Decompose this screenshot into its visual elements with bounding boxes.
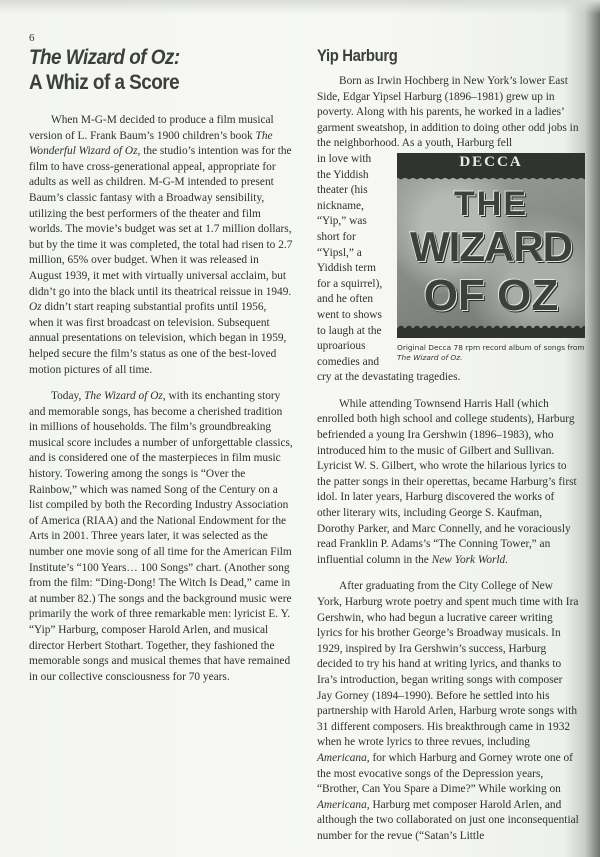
- sidebar-wrap-line: comedies and: [317, 355, 380, 368]
- sidebar-wrap-line: and he often: [317, 293, 374, 306]
- sidebar-wrap-line: the Yiddish: [317, 168, 369, 181]
- sidebar-heading: Yip Harburg: [317, 47, 398, 65]
- album-title-line: OF OZ: [423, 271, 559, 320]
- sidebar-wrap-line: for a squirrel),: [317, 277, 383, 290]
- text-run: the studio’s intention was for the film to have cross-generational appeal, appropriate for adults as well as children. M-G-M intended to present Baum’s classic fantasy with a Broadway sensibility, utilizing the best performers of the theater and film worlds. The movie’s budget was set at 1.7 million dollars, but by the time it was completed, the total had risen to 2.7 million, 65% over budget. When it was released in August 1939, it met with virtually universal acclaim, but didn’t go into the black until its theatrical reissue in 1949.: [29, 145, 293, 298]
- sidebar-intro-top: Born as Irwin Hochberg in New York’s lower East Side, Edgar Yipsel Harburg (1896–1981) grew up in poverty. Along with his parents, he worked in a ladies’ garment sweatshop, in addition to doing other odd jobs in the neighborhood. As a youth, Harburg fell: [317, 75, 579, 150]
- album-cover-image: [397, 153, 585, 338]
- album-title-art: [403, 185, 579, 321]
- album-figure: [397, 153, 585, 362]
- sidebar-wrap-line: in love with: [317, 152, 372, 165]
- album-title-line: THE: [454, 185, 528, 223]
- article-paragraph: [29, 389, 293, 685]
- sidebar-paragraph: [317, 579, 579, 844]
- sidebar-wrap-line: short for: [317, 230, 356, 243]
- figure-caption: [397, 343, 585, 362]
- sidebar-wrap-line: Yiddish term: [317, 262, 376, 275]
- sidebar-wrap-line: went to shows: [317, 308, 382, 321]
- sidebar-intro-wrap: [317, 152, 397, 370]
- sidebar-wrap-line: nickname,: [317, 199, 364, 212]
- scan-shadow-top: [0, 0, 600, 14]
- text-run: with its enchanting story and memorable songs, has become a cherished tradition in millions of households. The film’s groundbreaking musical score includes a number of unforgettable classics, and is considered one of the masterpieces in film music history. Towering among the songs is “Over the Rainbow,” which was named Song of the Century on a list compiled by both the Recording Industry Association of America (RIAA) and the National Endowment for the Arts in 2001. Three years later, it was selected as the number one movie song of all time for the American Film Institute’s “100 Years… 100 Songs” chart. (Another song from the film: “Ding-Dong! The Witch Is Dead,” came in at number 82.) The songs and the background music were primarily the work of three remarkable men: lyricist E. Y. “Yip” Harburg, composer Harold Arlen, and musical director Herbert Stothart. Together, they fashioned the memorable songs and musical themes that have remained in our collective consciousness for 70 years.: [29, 390, 293, 683]
- album-title-line: WIZARD: [410, 223, 572, 270]
- italic-run: New York World.: [431, 553, 509, 566]
- article-paragraph: [29, 113, 293, 378]
- article-body: [29, 113, 293, 696]
- text-run: for which Harburg and Gorney wrote one of the most evocative songs of the Depression years, “Brother, Can You Spare a Dime?” While working on: [317, 751, 573, 796]
- article-title-line-2: A Whiz of a Score: [29, 70, 180, 94]
- text-run: Today,: [51, 390, 85, 403]
- italic-run: The Wizard of Oz,: [84, 390, 166, 403]
- italic-run: Oz: [29, 301, 42, 314]
- article-title: [29, 45, 258, 95]
- sidebar-wrap-line: theater (his: [317, 184, 368, 197]
- text-run: While attending Townsend Harris Hall (which enrolled both high school and college students), Harburg befriended a young Ira Gershwin (1896–1983), who introduced him to the music of Gilbert and Sullivan. Lyricist W. S. Gilbert, who wrote the hilarious lyrics to the patter songs in their operettas, became Harburg’s first idol. In later years, Harburg discovered the works of other literary wits, including George S. Kaufman, Dorothy Parker, and Marc Connelly, and he voraciously read Franklin P. Adams’s “The Conning Tower,” an influential column in the: [317, 397, 577, 566]
- sidebar-paragraph: [317, 397, 579, 569]
- text-run: Harburg met composer Harold Arlen, and although the two collaborated on just one inconsequential number for the revue (“Satan’s Little: [317, 798, 579, 842]
- article-title-line-1: The Wizard of Oz:: [29, 45, 180, 69]
- album-footer-band: [397, 328, 585, 338]
- italic-run: The Wonderful Wizard of Oz,: [29, 129, 273, 158]
- sidebar-wrap-line: “Yip,” was: [317, 215, 367, 228]
- sidebar-wrap-line: “Yipsl,” a: [317, 246, 362, 259]
- text-run: When M-G-M decided to produce a film musical version of L. Frank Baum’s 1900 children’s book: [29, 114, 274, 142]
- sidebar-wrap-line: to laugh at the: [317, 324, 382, 337]
- italic-run: Americana,: [317, 751, 370, 764]
- text-run: didn’t start reaping substantial profits until 1956, when it was first broadcast on television. Subsequent annual presentations on television, which began in 1959, helped secure the film’s status as one of the best-loved motion pictures of all time.: [29, 301, 287, 376]
- italic-run: Americana,: [317, 798, 370, 811]
- caption-text: Original Decca 78 rpm record album of songs from: [397, 343, 585, 352]
- sidebar-intro-end: cry at the devastating tragedies.: [317, 371, 461, 384]
- sidebar-intro: [317, 74, 579, 152]
- page-number: 6: [29, 32, 35, 44]
- album-brand: DECCA: [459, 154, 523, 170]
- text-run: After graduating from the City College of New York, Harburg wrote poetry and spent much time with Ira Gershwin, who had begun a lucrative career writing lyrics for his brother George’s Broadway musicals. In 1929, inspired by Ira Gershwin’s success, Harburg decided to try his hand at writing lyrics, and thanks to Ira’s introduction, began writing songs with composer Jay Gorney (1894–1990). Before he settled into his partnership with Harold Arlen, Harburg wrote songs with 31 different composers. His breakthrough came in 1932 when he wrote lyrics to three revues, including: [317, 580, 579, 749]
- sidebar-wrap-line: uproarious: [317, 340, 366, 353]
- album-scallop-top: [397, 176, 585, 182]
- caption-title: The Wizard of Oz.: [397, 352, 463, 362]
